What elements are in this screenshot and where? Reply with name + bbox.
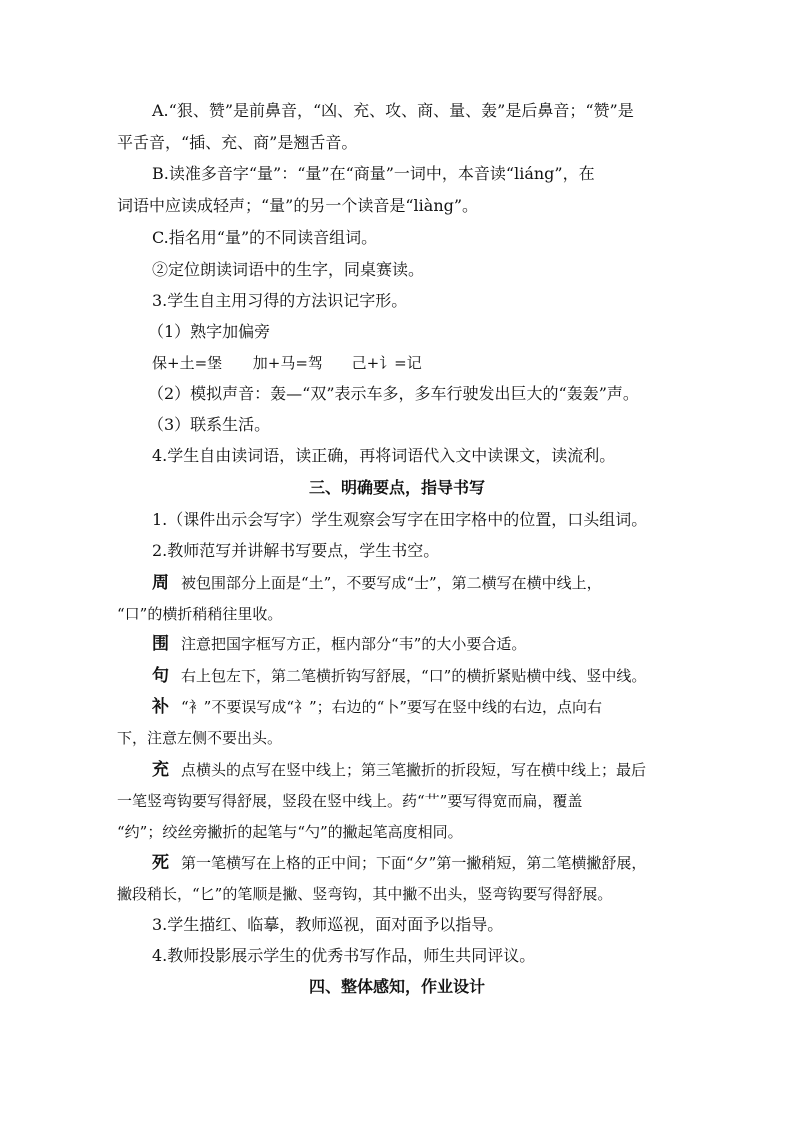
paragraph-line: 词语中应读成轻声；“量”的另一个读音是“liàng”。 bbox=[117, 196, 479, 215]
char-chong: 充 bbox=[152, 760, 169, 780]
char-note-zhou bbox=[152, 573, 602, 593]
paragraph-line: 4.学生自由读词语，读正确，再将词语代入文中读课文，读流利。 bbox=[152, 446, 616, 465]
paragraph-line: 3.学生自主用习得的方法识记字形。 bbox=[152, 291, 408, 310]
char-note-si bbox=[152, 853, 646, 873]
char-note-text: 下，注意左侧不要出头。 bbox=[117, 729, 283, 747]
paragraph-line: C.指名用“量”的不同读音组词。 bbox=[152, 228, 378, 247]
section-heading-3: 三、明确要点，指导书写 bbox=[309, 478, 486, 497]
paragraph-line: A.“狠、赞”是前鼻音，“凶、充、攻、商、量、轰”是后鼻音；“赞”是 bbox=[152, 101, 634, 120]
char-zhou: 周 bbox=[152, 573, 169, 593]
paragraph-line: 4.教师投影展示学生的优秀书写作品，师生共同评议。 bbox=[152, 946, 536, 965]
paragraph-line: 3.学生描红、临摹，教师巡视，面对面予以指导。 bbox=[152, 915, 504, 934]
paragraph-line: 1.（课件出示会写字）学生观察会写字在田字格中的位置，口头组词。 bbox=[152, 510, 648, 529]
char-ju: 句 bbox=[152, 666, 169, 686]
formula-2: 加+马=驾 bbox=[252, 354, 323, 372]
section-heading-4: 四、整体感知，作业设计 bbox=[309, 977, 486, 996]
char-wei: 围 bbox=[152, 634, 169, 654]
char-note-text: 右上包左下，第二笔横折钩写舒展，“口”的横折紧贴横中线、竖中线。 bbox=[181, 667, 647, 685]
char-note-text: “口”的横折稍稍往里收。 bbox=[117, 605, 283, 623]
char-note-wei bbox=[152, 634, 526, 654]
paragraph-line: ②定位朗读词语中的生字，同桌赛读。 bbox=[152, 260, 425, 279]
paragraph-line: （2）模拟声音：轰—“双”表示车多，多车行驶发出巨大的“轰轰”声。 bbox=[148, 384, 639, 403]
char-bu: 补 bbox=[152, 697, 169, 717]
paragraph-line: 平舌音，“插、充、商”是翘舌音。 bbox=[117, 133, 358, 152]
formula-1: 保+土=堡 bbox=[152, 354, 223, 372]
char-note-text: 撇段稍长，“匕”的笔顺是撇、竖弯钩，其中撇不出头，竖弯钩要写得舒展。 bbox=[117, 885, 613, 903]
paragraph-line: 2.教师范写并讲解书写要点，学生书空。 bbox=[152, 541, 440, 560]
char-note-text: 一笔竖弯钩要写得舒展，竖段在竖中线上。药“艹”要写得宽而扁，覆盖 bbox=[117, 792, 583, 810]
char-note-ju bbox=[152, 666, 646, 686]
paragraph-line: （1）熟字加偏旁 bbox=[148, 322, 271, 341]
char-note-bu bbox=[152, 697, 602, 717]
formula-line bbox=[152, 353, 422, 373]
char-note-text: 注意把国字框写方正，框内部分“韦”的大小要合适。 bbox=[181, 635, 527, 653]
char-si: 死 bbox=[152, 853, 169, 873]
char-note-text: 被包围部分上面是“土”，不要写成“士”，第二横写在横中线上， bbox=[181, 574, 602, 592]
formula-3: 己+讠=记 bbox=[351, 354, 422, 372]
paragraph-line: B.读准多音字“量”：“量”在“商量”一词中，本音读“liáng”，在 bbox=[152, 164, 595, 183]
paragraph-line: （3）联系生活。 bbox=[148, 415, 271, 434]
char-note-text: 点横头的点写在竖中线上；第三笔撇折的折段短，写在横中线上；最后 bbox=[181, 761, 647, 779]
char-note-text: “衤”不要误写成“礻”；右边的“卜”要写在竖中线的右边，点向右 bbox=[181, 698, 603, 716]
char-note-text: 第一笔横写在上格的正中间；下面“夕”第一撇稍短，第二笔横撇舒展， bbox=[181, 854, 647, 872]
char-note-text: “约”；绞丝旁撇折的起笔与“勺”的撇起笔高度相同。 bbox=[117, 823, 463, 841]
char-note-chong bbox=[152, 760, 646, 780]
